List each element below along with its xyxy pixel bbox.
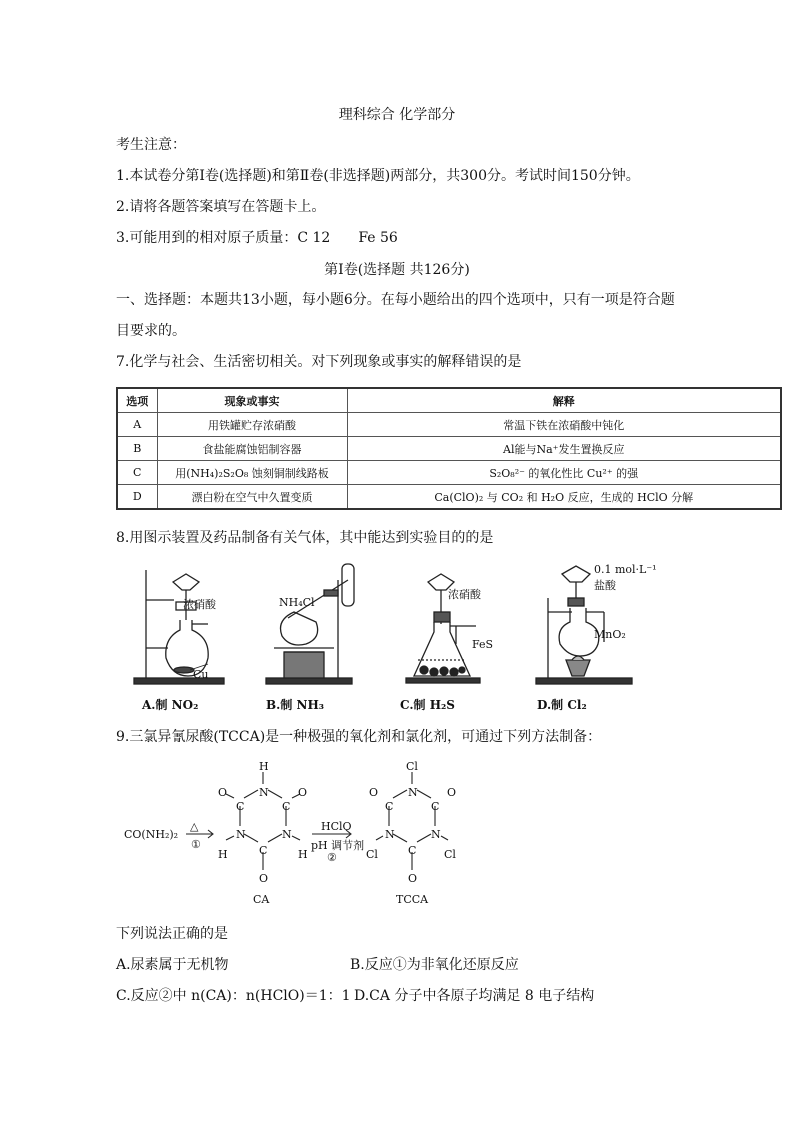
- table-cell: S₂O₈²⁻ 的氧化性比 Cu²⁺ 的强: [347, 461, 781, 485]
- apparatus-d: [536, 566, 632, 684]
- table-cell: 常温下铁在浓硝酸中钝化: [347, 413, 781, 437]
- reagent-label-c: 浓硝酸: [448, 588, 481, 601]
- tcca-atom-o-right: O: [447, 786, 457, 799]
- option-caption-a: A.制 NO₂: [142, 698, 199, 712]
- step2-reagent: HClO: [321, 820, 352, 833]
- reagent-label-b: NH₄Cl: [279, 596, 315, 609]
- table-cell: Al能与Na⁺发生置换反应: [347, 437, 781, 461]
- part-title: 第Ⅰ卷(选择题 共126分): [324, 262, 470, 278]
- ca-atom-c-bottom: C: [259, 844, 268, 857]
- q7-stem: 7.化学与社会、生活密切相关。对下列现象或事实的解释错误的是: [116, 354, 522, 370]
- reagent-label-d2: 盐酸: [594, 579, 616, 592]
- tcca-atom-c-left: C: [385, 800, 394, 813]
- ca-atom-h-right: H: [298, 848, 308, 861]
- section-intro-line2: 目要求的。: [116, 323, 186, 339]
- tcca-atom-n-top: N: [408, 786, 418, 799]
- tcca-atom-cl-right: Cl: [444, 848, 456, 861]
- ca-atom-o-left: O: [218, 786, 228, 799]
- ca-atom-o-right: O: [298, 786, 308, 799]
- ca-atom-o-bottom: O: [259, 872, 269, 885]
- q8-stem: 8.用图示装置及药品制备有关气体，其中能达到实验目的的是: [116, 530, 494, 546]
- table-cell: B: [117, 437, 157, 461]
- ca-atom-c-right: C: [282, 800, 291, 813]
- q7-table: [116, 387, 782, 510]
- table-cell: 用铁罐贮存浓硝酸: [157, 413, 347, 437]
- table-row: [117, 461, 781, 485]
- reagent-label-d1: 0.1 mol·L⁻¹: [594, 563, 657, 576]
- ca-atom-h-left: H: [218, 848, 228, 861]
- apparatus-a: [134, 570, 224, 684]
- q9-stem: 9.三氯异氰尿酸(TCCA)是一种极强的氧化剂和氯化剂，可通过下列方法制备：: [116, 729, 602, 745]
- page-title: 理科综合 化学部分: [338, 107, 456, 123]
- table-row: [117, 485, 781, 510]
- q9-option-a: A.尿素属于无机物: [116, 957, 229, 973]
- table-header-cell: 解释: [347, 388, 781, 413]
- ca-atom-n-right: N: [282, 828, 292, 841]
- notice-heading: 考生注意：: [116, 137, 186, 153]
- q9-option-c: C.反应②中 n(CA)：n(HClO)＝1：1: [116, 988, 351, 1004]
- table-row: [117, 437, 781, 461]
- tcca-atom-n-right: N: [431, 828, 441, 841]
- apparatus-b: [266, 564, 354, 684]
- table-cell: A: [117, 413, 157, 437]
- q9-option-b: B.反应①为非氧化还原反应: [350, 957, 519, 973]
- table-cell: 用(NH₄)₂S₂O₈ 蚀刻铜制线路板: [157, 461, 347, 485]
- table-header-cell: 选项: [117, 388, 157, 413]
- tcca-atom-o-left: O: [369, 786, 379, 799]
- q9-question: 下列说法正确的是: [116, 926, 228, 942]
- table-cell: 漂白粉在空气中久置变质: [157, 485, 347, 510]
- tcca-atom-cl-top: Cl: [406, 760, 418, 773]
- option-caption-d: D.制 Cl₂: [537, 698, 587, 712]
- notice-item-3: 3.可能用到的相对原子质量：C 12 Fe 56: [116, 230, 398, 246]
- notice-item-2: 2.请将各题答案填写在答题卡上。: [116, 199, 326, 215]
- ca-atom-n-left: N: [236, 828, 246, 841]
- option-caption-c: C.制 H₂S: [400, 698, 455, 712]
- reagent-label-a: 浓硝酸: [183, 598, 216, 611]
- tcca-atom-o-bottom: O: [408, 872, 418, 885]
- tcca-name: TCCA: [396, 893, 429, 906]
- ca-name: CA: [253, 893, 270, 906]
- tcca-atom-cl-left: Cl: [366, 848, 378, 861]
- step2-number: ②: [327, 851, 337, 864]
- tcca-atom-c-right: C: [431, 800, 440, 813]
- table-row: [117, 413, 781, 437]
- notice-item-1: 1.本试卷分第Ⅰ卷(选择题)和第Ⅱ卷(非选择题)两部分，共300分。考试时间150分钟。: [116, 168, 640, 184]
- table-cell: 食盐能腐蚀铝制容器: [157, 437, 347, 461]
- tcca-atom-c-bottom: C: [408, 844, 417, 857]
- tcca-atom-n-left: N: [385, 828, 395, 841]
- step1-condition: △: [190, 820, 199, 833]
- solid-label-d: MnO₂: [594, 628, 626, 641]
- solid-label-a: Cu: [193, 668, 209, 681]
- q9-option-d: D.CA 分子中各原子均满足 8 电子结构: [354, 988, 595, 1004]
- table-cell: C: [117, 461, 157, 485]
- step1-number: ①: [191, 838, 201, 851]
- reactant-formula: CO(NH₂)₂: [124, 828, 179, 841]
- ca-atom-n-top: N: [259, 786, 269, 799]
- step2-condition: pH 调节剂: [311, 839, 365, 852]
- table-cell: D: [117, 485, 157, 510]
- table-header-cell: 现象或事实: [157, 388, 347, 413]
- table-cell: Ca(ClO)₂ 与 CO₂ 和 H₂O 反应，生成的 HClO 分解: [347, 485, 781, 510]
- solid-label-c: FeS: [472, 638, 494, 651]
- table-header-row: [117, 388, 781, 413]
- ca-atom-c-left: C: [236, 800, 245, 813]
- option-caption-b: B.制 NH₃: [266, 698, 325, 712]
- section-intro-line1: 一、选择题：本题共13小题，每小题6分。在每小题给出的四个选项中，只有一项是符合题: [116, 292, 675, 308]
- ca-atom-h-top: H: [259, 760, 269, 773]
